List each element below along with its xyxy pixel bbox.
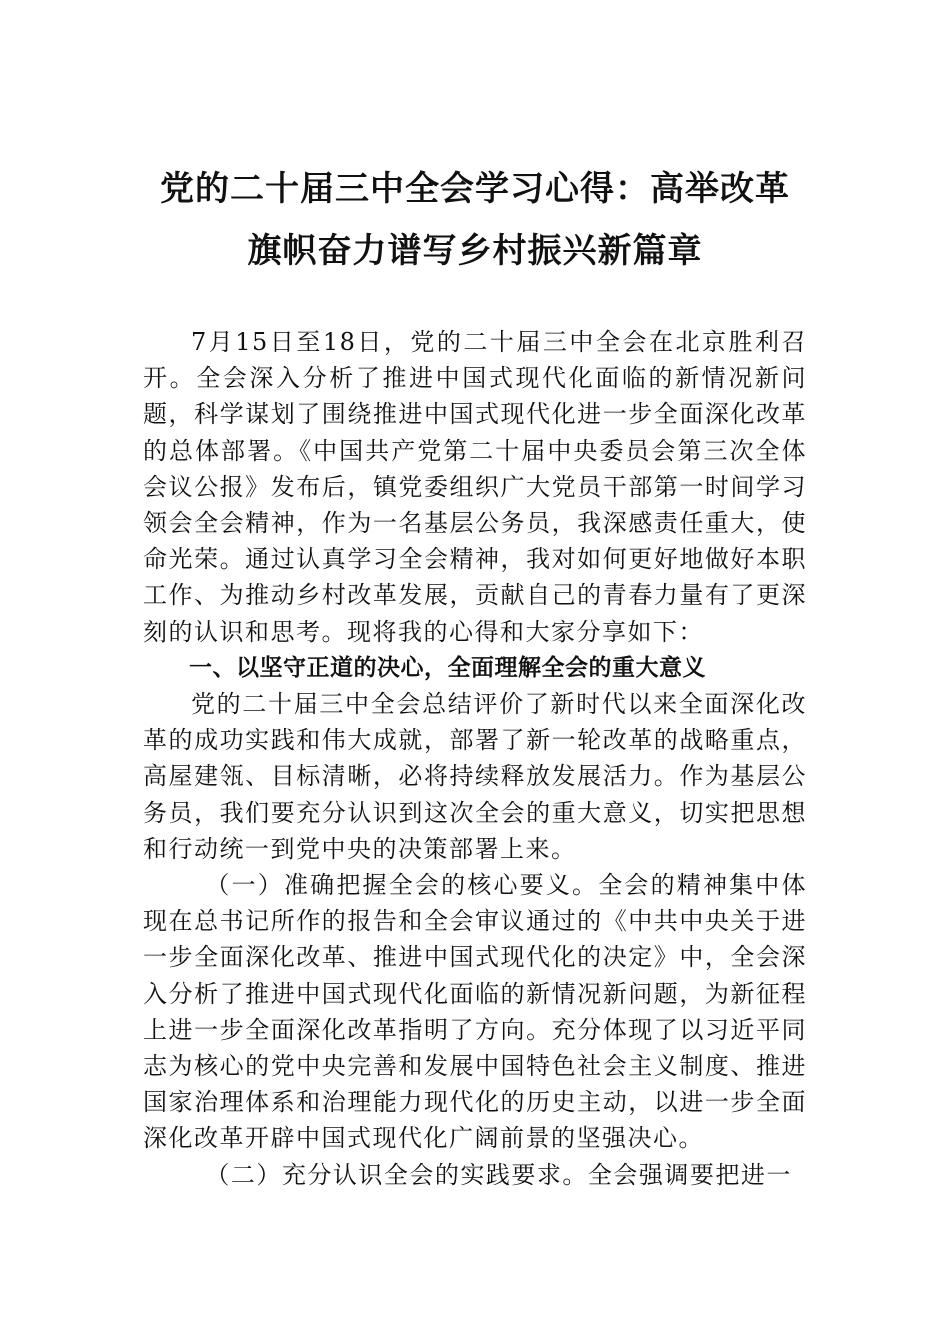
subsection-1-paragraph: （一）准确把握全会的核心要义。全会的精神集中体现在总书记所作的报告和全会审议通过的《中共中央关于进一步全面深化改革、推进中国式现代化的决定》中，全会深入分析了推进中国式现代化面临的新情况新问题，为新征程上进一步全面深化改革指明了方向。充分体现了以习近平同志为核心的党中央完善和发展中国特色社会主义制度、推进国家治理体系和治理能力现代化的历史主动，以进一步全面深化改革开辟中国式现代化广阔前景的坚强决心。 [143,871,807,1153]
section-1-paragraph: 党的二十届三中全会总结评价了新时代以来全面深化改革的成功实践和伟大成就，部署了新一轮改革的战略重点，高屋建瓴、目标清晰，必将持续释放发展活力。作为基层公务员，我们要充分认识到这次全会的重大意义，切实把思想和行动统一到党中央的决策部署上来。 [143,690,807,863]
subsection-2-paragraph: （二）充分认识全会的实践要求。全会强调要把进一 [205,1160,792,1189]
section-heading-1: 一、以坚守正道的决心，全面理解全会的重大意义 [189,654,706,681]
document-body [143,324,807,1193]
document-title [120,158,830,282]
title-line-1: 党的二十届三中全会学习心得：高举改革 [160,169,790,209]
title-line-2: 旗帜奋力谱写乡村振兴新篇章 [247,231,703,271]
intro-paragraph: 7月15日至18日，党的二十届三中全会在北京胜利召开。全会深入分析了推进中国式现代化面临的新情况新问题，科学谋划了围绕推进中国式现代化进一步全面深化改革的总体部署。《中国共产党第二十届中央委员会第三次全体会议公报》发布后，镇党委组织广大党员干部第一时间学习领会全会精神，作为一名基层公务员，我深感责任重大，使命光荣。通过认真学习全会精神，我对如何更好地做好本职工作、为推动乡村改革发展，贡献自己的青春力量有了更深刻的认识和思考。现将我的心得和大家分享如下： [143,328,807,646]
